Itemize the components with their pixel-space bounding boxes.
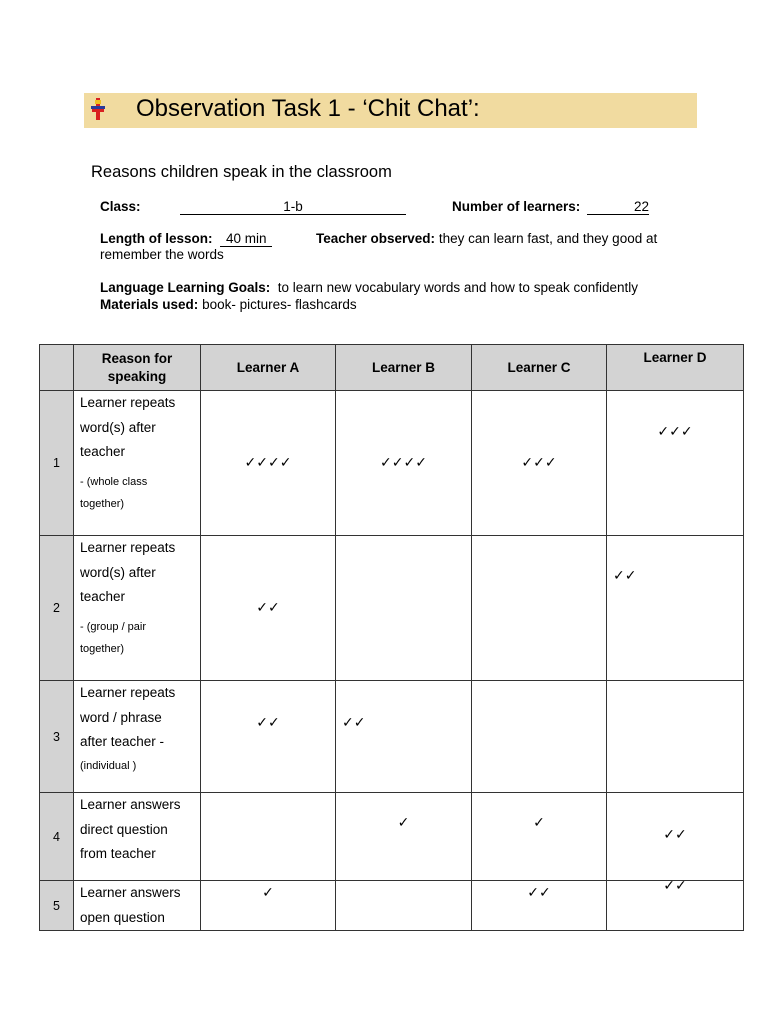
teacher-observed-cont: remember the words [100,247,224,262]
learner-b-cell: ✓✓ [336,681,472,793]
learner-a-cell: ✓✓✓✓ [201,391,336,536]
learner-a-cell: ✓✓ [201,536,336,681]
reason-cell: Learner answers direct question from teacher [74,793,201,881]
row-number: 5 [40,881,74,931]
row-number: 1 [40,391,74,536]
row-number: 2 [40,536,74,681]
reason-cell: Learner repeats word(s) after teacher - (group / pair together) [74,536,201,681]
page-title: Observation Task 1 - ‘Chit Chat’: [136,95,480,122]
learner-a-cell: ✓ [201,881,336,931]
learner-c-cell: ✓✓ [472,881,607,931]
pushpin-icon [88,97,108,121]
learner-a-cell [201,793,336,881]
header-learner-a: Learner A [201,345,336,391]
learner-d-cell: ✓✓ [607,536,744,681]
class-label: Class: [100,199,141,214]
materials-used: Materials used: book- pictures- flashcards [100,297,357,312]
table-row [40,793,744,881]
learner-b-cell [336,881,472,931]
learners-label: Number of learners: [452,199,581,214]
reason-cell: Learner repeats word / phrase after teacher - (individual ) [74,681,201,793]
row-number: 4 [40,793,74,881]
learner-d-cell: ✓✓ [607,881,744,931]
table-row [40,881,744,931]
learner-b-cell: ✓✓✓✓ [336,391,472,536]
learner-b-cell [336,536,472,681]
header-learner-b: Learner B [336,345,472,391]
length-of-lesson: Length of lesson: 40 min [100,231,272,247]
table-header-row [40,345,744,391]
page-subtitle: Reasons children speak in the classroom [91,163,392,181]
table-row [40,536,744,681]
class-value: 1-b [180,199,406,215]
table-row [40,681,744,793]
learner-c-cell [472,681,607,793]
learner-c-cell: ✓✓✓ [472,391,607,536]
header-reason: Reason for speaking [74,345,201,391]
row-number: 3 [40,681,74,793]
teacher-observed: Teacher observed: they can learn fast, and they good at [316,231,658,246]
reason-cell: Learner answers open question [74,881,201,931]
learner-d-cell [607,681,744,793]
observation-table [39,344,744,931]
learner-b-cell: ✓ [336,793,472,881]
header-learner-d: Learner D [607,345,744,391]
learners-value: 22 [587,199,649,215]
header-learner-c: Learner C [472,345,607,391]
learner-d-cell: ✓✓✓ [607,391,744,536]
learner-a-cell: ✓✓ [201,681,336,793]
header-number [40,345,74,391]
title-bar [84,93,697,128]
length-value: 40 min [220,232,272,247]
language-goals: Language Learning Goals: to learn new vocabulary words and how to speak confidently [100,280,639,295]
table-row [40,391,744,536]
learner-c-cell [472,536,607,681]
reason-cell: Learner repeats word(s) after teacher - (whole class together) [74,391,201,536]
learner-c-cell: ✓ [472,793,607,881]
learner-d-cell: ✓✓ [607,793,744,881]
